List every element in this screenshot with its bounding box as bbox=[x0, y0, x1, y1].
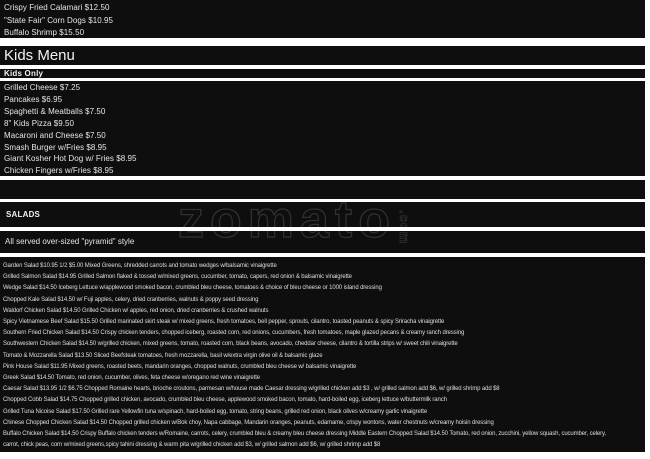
kids-only-header-bar bbox=[0, 69, 645, 78]
menu-item: Crispy Fried Calamari $12.50 bbox=[4, 3, 110, 12]
menu-item: 8" Kids Pizza $9.50 bbox=[4, 118, 75, 128]
zomato-watermark-suffix: .com bbox=[397, 210, 412, 245]
menu-item: "State Fair" Corn Dogs $10.95 bbox=[4, 15, 113, 25]
salads-header-bar bbox=[0, 202, 645, 227]
salads-list bbox=[3, 261, 645, 451]
salads-note-bar bbox=[0, 231, 645, 253]
menu-item: Wedge Salad $14.50 Iceberg Lettuce w/applewood smoked bacon, crumbled bleu cheese, tomatoes & choice of bleu cheese or 1000 island dressing bbox=[3, 285, 382, 292]
menu-item: Buffalo Chicken Salad $14.50 Crispy Buffalo chicken tenders w/Romaine, carrots, celery, crumbled bleu & creamy bleu cheese dressing Middle Eastern Chopped Salad $14.50 Tomato, red onion, zucchini, yellow squash, cucumber, celery, bbox=[3, 431, 606, 438]
menu-item: Southwestern Chicken Salad $14.50 w/grilled chicken, mixed greens, tomato, roasted corn, black beans, avocado, cheddar cheese, cilantro & tortilla strips w/ sweet chili vinaigrette bbox=[3, 341, 458, 348]
menu-item: Chicken Fingers w/Fries $8.95 bbox=[4, 166, 114, 176]
menu-item: Spaghetti & Meatballs $7.50 bbox=[4, 106, 106, 116]
kids-only-header: Kids Only bbox=[4, 69, 44, 78]
menu-item: Buffalo Shrimp $15.50 bbox=[4, 28, 85, 37]
menu-item: Grilled Cheese $7.25 bbox=[4, 83, 81, 92]
menu-item: Macaroni and Cheese $7.50 bbox=[4, 130, 106, 140]
kids-items-section bbox=[0, 81, 645, 176]
kids-items-list bbox=[4, 82, 645, 176]
menu-item: carrot, chick peas, corn w/mixed greens,spicy tahini dressing & warm pita w/grilled chicken add $3, w/ grilled salmon add $6, w/ grilled shrimp add $8 bbox=[3, 442, 381, 449]
kids-menu-title-bar bbox=[0, 46, 645, 65]
menu-item: Smash Burger w/Fries $8.95 bbox=[4, 142, 107, 152]
salads-header: SALADS bbox=[6, 210, 41, 219]
kids-menu-title: Kids Menu bbox=[4, 47, 75, 64]
menu-item: Garden Salad $10.95 1/2 $5.00 Mixed Greens, shredded carrots and tomato wedges w/balsamic vinaigrette bbox=[3, 263, 277, 269]
salads-items-section bbox=[0, 257, 645, 452]
menu-item: Spicy Vietnamese Beef Salad $15.50 Grilled marinated skirt steak w/ mixed greens, fresh tomatoes, bell pepper, sprouts, cilantro, toasted peanuts & spicy Sriracha vinaigrette bbox=[3, 319, 445, 326]
menu-item: Grilled Tuna Nicoise Salad $17.50 Grilled rare Yellowfin tuna w/spinach, hard-boiled egg, tomato, string beans, grilled red onion, black olives w/creamy garlic vinaigrette bbox=[3, 408, 428, 415]
menu-item: Chopped Kale Salad $14.50 w/ Fuji apples, celery, dried cranberries, walnuts & poppy seed dressing bbox=[3, 296, 259, 303]
menu-item: Chinese Chopped Chicken Salad $14.50 Chopped grilled chicken w/Bok choy, Napa cabbage, Mandarin oranges, peanuts, edamame, crispy wontons, water chestnuts w/creamy hoisin dressing bbox=[3, 419, 494, 426]
menu-item: Pancakes $6.95 bbox=[4, 94, 63, 104]
menu-item: Southern Fried Chicken Salad $14.50 Crispy chicken tenders, chopped iceberg, roasted corn, red onions, cucumbers, fresh tomatoes, maple glazed pecans & creamy ranch dressing bbox=[3, 330, 465, 337]
menu-item: Giant Kosher Hot Dog w/ Fries $8.95 bbox=[4, 154, 137, 164]
salads-note: All served over-sized "pyramid" style bbox=[5, 237, 135, 246]
menu-item: Grilled Salmon Salad $14.95 Grilled Salmon flaked & tossed w/mixed greens, cucumber, tomato, capers, red onion & balsamic vinaigrette bbox=[3, 274, 352, 281]
empty-spacer-bar bbox=[0, 180, 645, 199]
menu-item: Chopped Cobb Salad $14.75 Chopped grilled chicken, avocado, crumbled bleu cheese, applewood smoked bacon, tomato, hard-boiled egg, iceberg lettuce w/buttermilk ranch bbox=[3, 397, 447, 404]
appetizers-section bbox=[0, 0, 645, 38]
menu-item: Greek Salad $14.50 Tomato, red onion, cucumber, olives, feta cheese w/oregano red wine vinaigrette bbox=[3, 375, 260, 382]
menu-item: Caesar Salad $13.95 1/2 $6.75 Chopped Romaine hearts, brioche croutons, parmesan w/house made Caesar dressing w/grilled chicken add $3 , w/ grilled salmon add $6, w/ grilled shrimp add $8 bbox=[3, 386, 500, 393]
appetizers-list bbox=[4, 2, 645, 38]
menu-item: Pink House Salad $11.95 Mixed greens, roasted beets, mandarin oranges, chopped walnuts, crumbled bleu cheese w/ balsamic vinaigrette bbox=[3, 363, 357, 370]
menu-item: Waldorf Chicken Salad $14.50 Grilled Chicken w/ apples, red onion, dried cranberries & crushed walnuts bbox=[3, 307, 269, 314]
menu-item: Tomato & Mozzarella Salad $13.50 Sliced Beefsteak tomatoes, fresh mozzarella, basil w/extra virgin olive oil & balsamic glaze bbox=[3, 352, 323, 359]
